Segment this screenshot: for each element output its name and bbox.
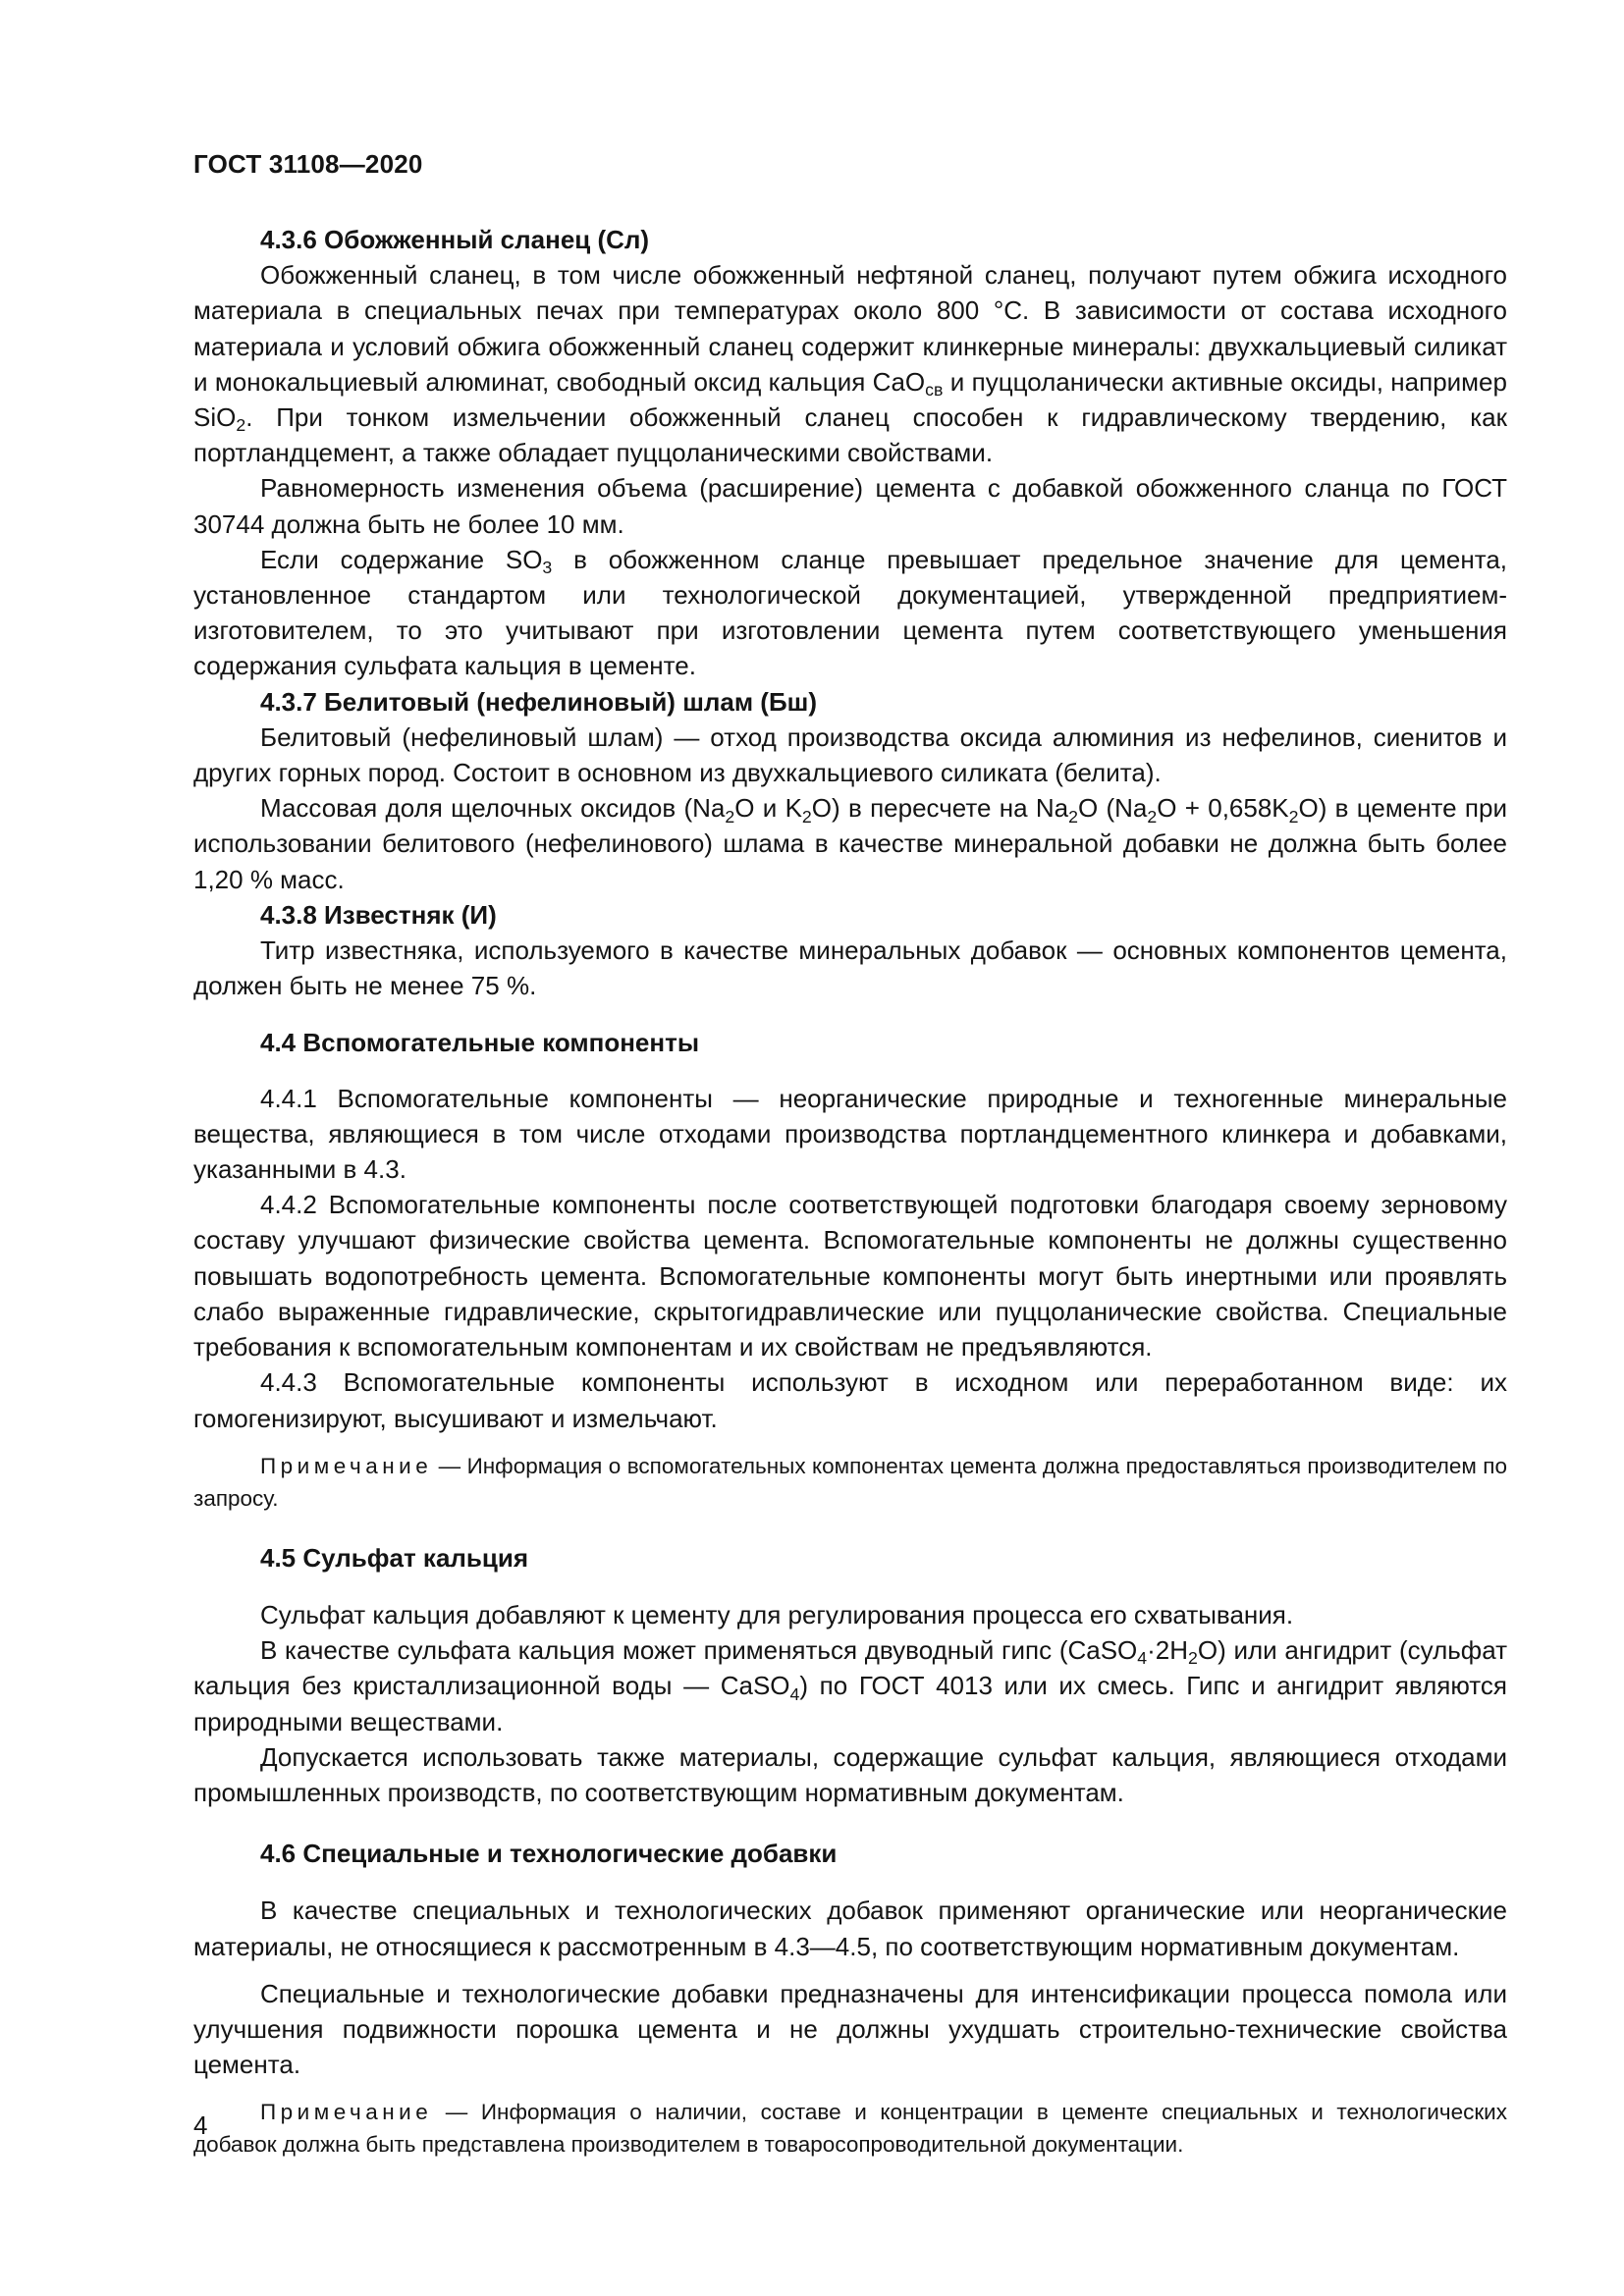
section-4-3-6-title: 4.3.6 Обожженный сланец (Сл) <box>260 225 650 254</box>
section-4-5-paragraph-1: Сульфат кальция добавляют к цементу для регулирования процесса его схватывания. <box>260 1599 1294 1629</box>
section-4-6-paragraph-2: Специальные и технологические добавки предназначены для интенсификации процесса помола или улучшения подвижности порошка цемента и не должны ухудшать строительно-технические свойства цемента. <box>193 1978 1507 2080</box>
section-4-4-3-paragraph: 4.4.3 Вспомогательные компоненты используют в исходном или переработанном виде: их гомогенизируют, высушивают и измельчают. <box>193 1367 1507 1433</box>
section-4-5-title: 4.5 Сульфат кальция <box>260 1542 529 1573</box>
section-4-4-2-paragraph: 4.4.2 Вспомогательные компоненты после соответствующей подготовки благодаря своему зерновому составу улучшают физические свойства цемента. Вспомогательные компоненты не должны существенно повышать водопотребность цемента. Вспомогательные компоненты могут быть инертными или проявлять слабо выраженные гидравлические, скрытогидравлические или пуццоланические свойства. Специальные требования к вспомогательным компонентам и их свойствам не предъявляются. <box>193 1190 1507 1362</box>
document-body <box>193 222 1507 2161</box>
section-4-6-note: Примечание — Информация о наличии, составе и концентрации в цементе специальных и технологических добавок должна быть представлена производителем в товаросопроводительной документации. <box>193 2100 1507 2158</box>
section-4-3-6-paragraph-1: Обожженный сланец, в том числе обожженный нефтяной сланец, получают путем обжига исходного материала в специальных печах при температурах около 800 °С. В зависимости от состава исходного материала и условий обжига обожженный сланец содержит клинкерные минералы: двухкальциевый силикат и монокальциевый алюминат, свободный оксид кальция CaO$_{св}$ и пуццоланически активные оксиды, например SiO$_2$. При тонком измельчении обожженный сланец способен к гидравлическому твердению, как портландцемент, а также обладает пуццоланическими свойствами. <box>193 260 1507 468</box>
section-4-3-8-paragraph-1: Титр известняка, используемого в качестве минеральных добавок — основных компонентов цемента, должен быть не менее 75 %. <box>193 935 1507 1001</box>
section-4-6-paragraph-1: В качестве специальных и технологических добавок применяют органические или неорганические материалы, не относящиеся к рассмотренным в 4.3—4.5, по соответствующим нормативным документам. <box>193 1896 1507 1961</box>
section-4-3-6-paragraph-3: Если содержание $SO_3$ в обожженном сланце превышает предельное значение для цемента, установленное стандартом или технологической документацией, утвержденной предприятием-изготовителем, то это учитывают при изготовлении цемента путем соответствующего уменьшения содержания сульфата кальция в цементе. <box>193 544 1507 681</box>
section-4-3-7-title: 4.3.7 Белитовый (нефелиновый) шлам (Бш) <box>260 686 817 717</box>
page-number: 4 <box>193 2110 208 2140</box>
section-4-3-7-paragraph-1: Белитовый (нефелиновый шлам) — отход производства оксида алюминия из нефелинов, сиенитов и других горных пород. Состоит в основном из двухкальциевого силиката (белита). <box>193 721 1507 788</box>
document-header: ГОСТ 31108—2020 <box>193 149 423 179</box>
section-4-3-7-paragraph-2: Массовая доля щелочных оксидов ($Na_2O$ и $K_2O$) в пересчете на $Na_2O$ $(Na_2O + 0,658K_2O)$ в цементе при использовании белитового (нефелинового) шлама в качестве минеральной добавки не должна быть более 1,20 % масс. <box>193 793 1507 894</box>
section-4-4-note: Примечание — Информация о вспомогательных компонентах цемента должна предоставляться производителем по запросу. <box>193 1453 1507 1511</box>
section-4-4-1-paragraph: 4.4.1 Вспомогательные компоненты — неорганические природные и техногенные минеральные вещества, являющиеся в том числе отходами производства портландцементного клинкера и добавками, указанными в 4.3. <box>193 1083 1507 1185</box>
section-4-5-paragraph-2: В качестве сульфата кальция может применяться двуводный гипс $(CaSO_4\cdot 2H_2O)$ или ангидрит (сульфат кальция без кристаллизационной воды — CaSO$_4$) по ГОСТ 4013 или их смесь. Гипс и ангидрит являются природными веществами. <box>193 1635 1507 1736</box>
section-4-5-paragraph-3: Допускается использовать также материалы, содержащие сульфат кальция, являющиеся отходами промышленных производств, по соответствующим нормативным документам. <box>193 1741 1507 1807</box>
note-label: Примечание <box>260 2100 433 2125</box>
document-page <box>193 0 1507 2296</box>
section-4-4-title: 4.4 Вспомогательные компоненты <box>260 1028 700 1058</box>
note-label: Примечание <box>260 1453 433 1478</box>
section-4-6-title: 4.6 Специальные и технологические добавки <box>260 1839 838 1869</box>
section-4-3-8-title: 4.3.8 Известняк (И) <box>260 899 497 930</box>
section-4-3-6-paragraph-2: Равномерность изменения объема (расширение) цемента с добавкой обожженного сланца по ГОСТ 30744 должна быть не более 10 мм. <box>193 473 1507 539</box>
